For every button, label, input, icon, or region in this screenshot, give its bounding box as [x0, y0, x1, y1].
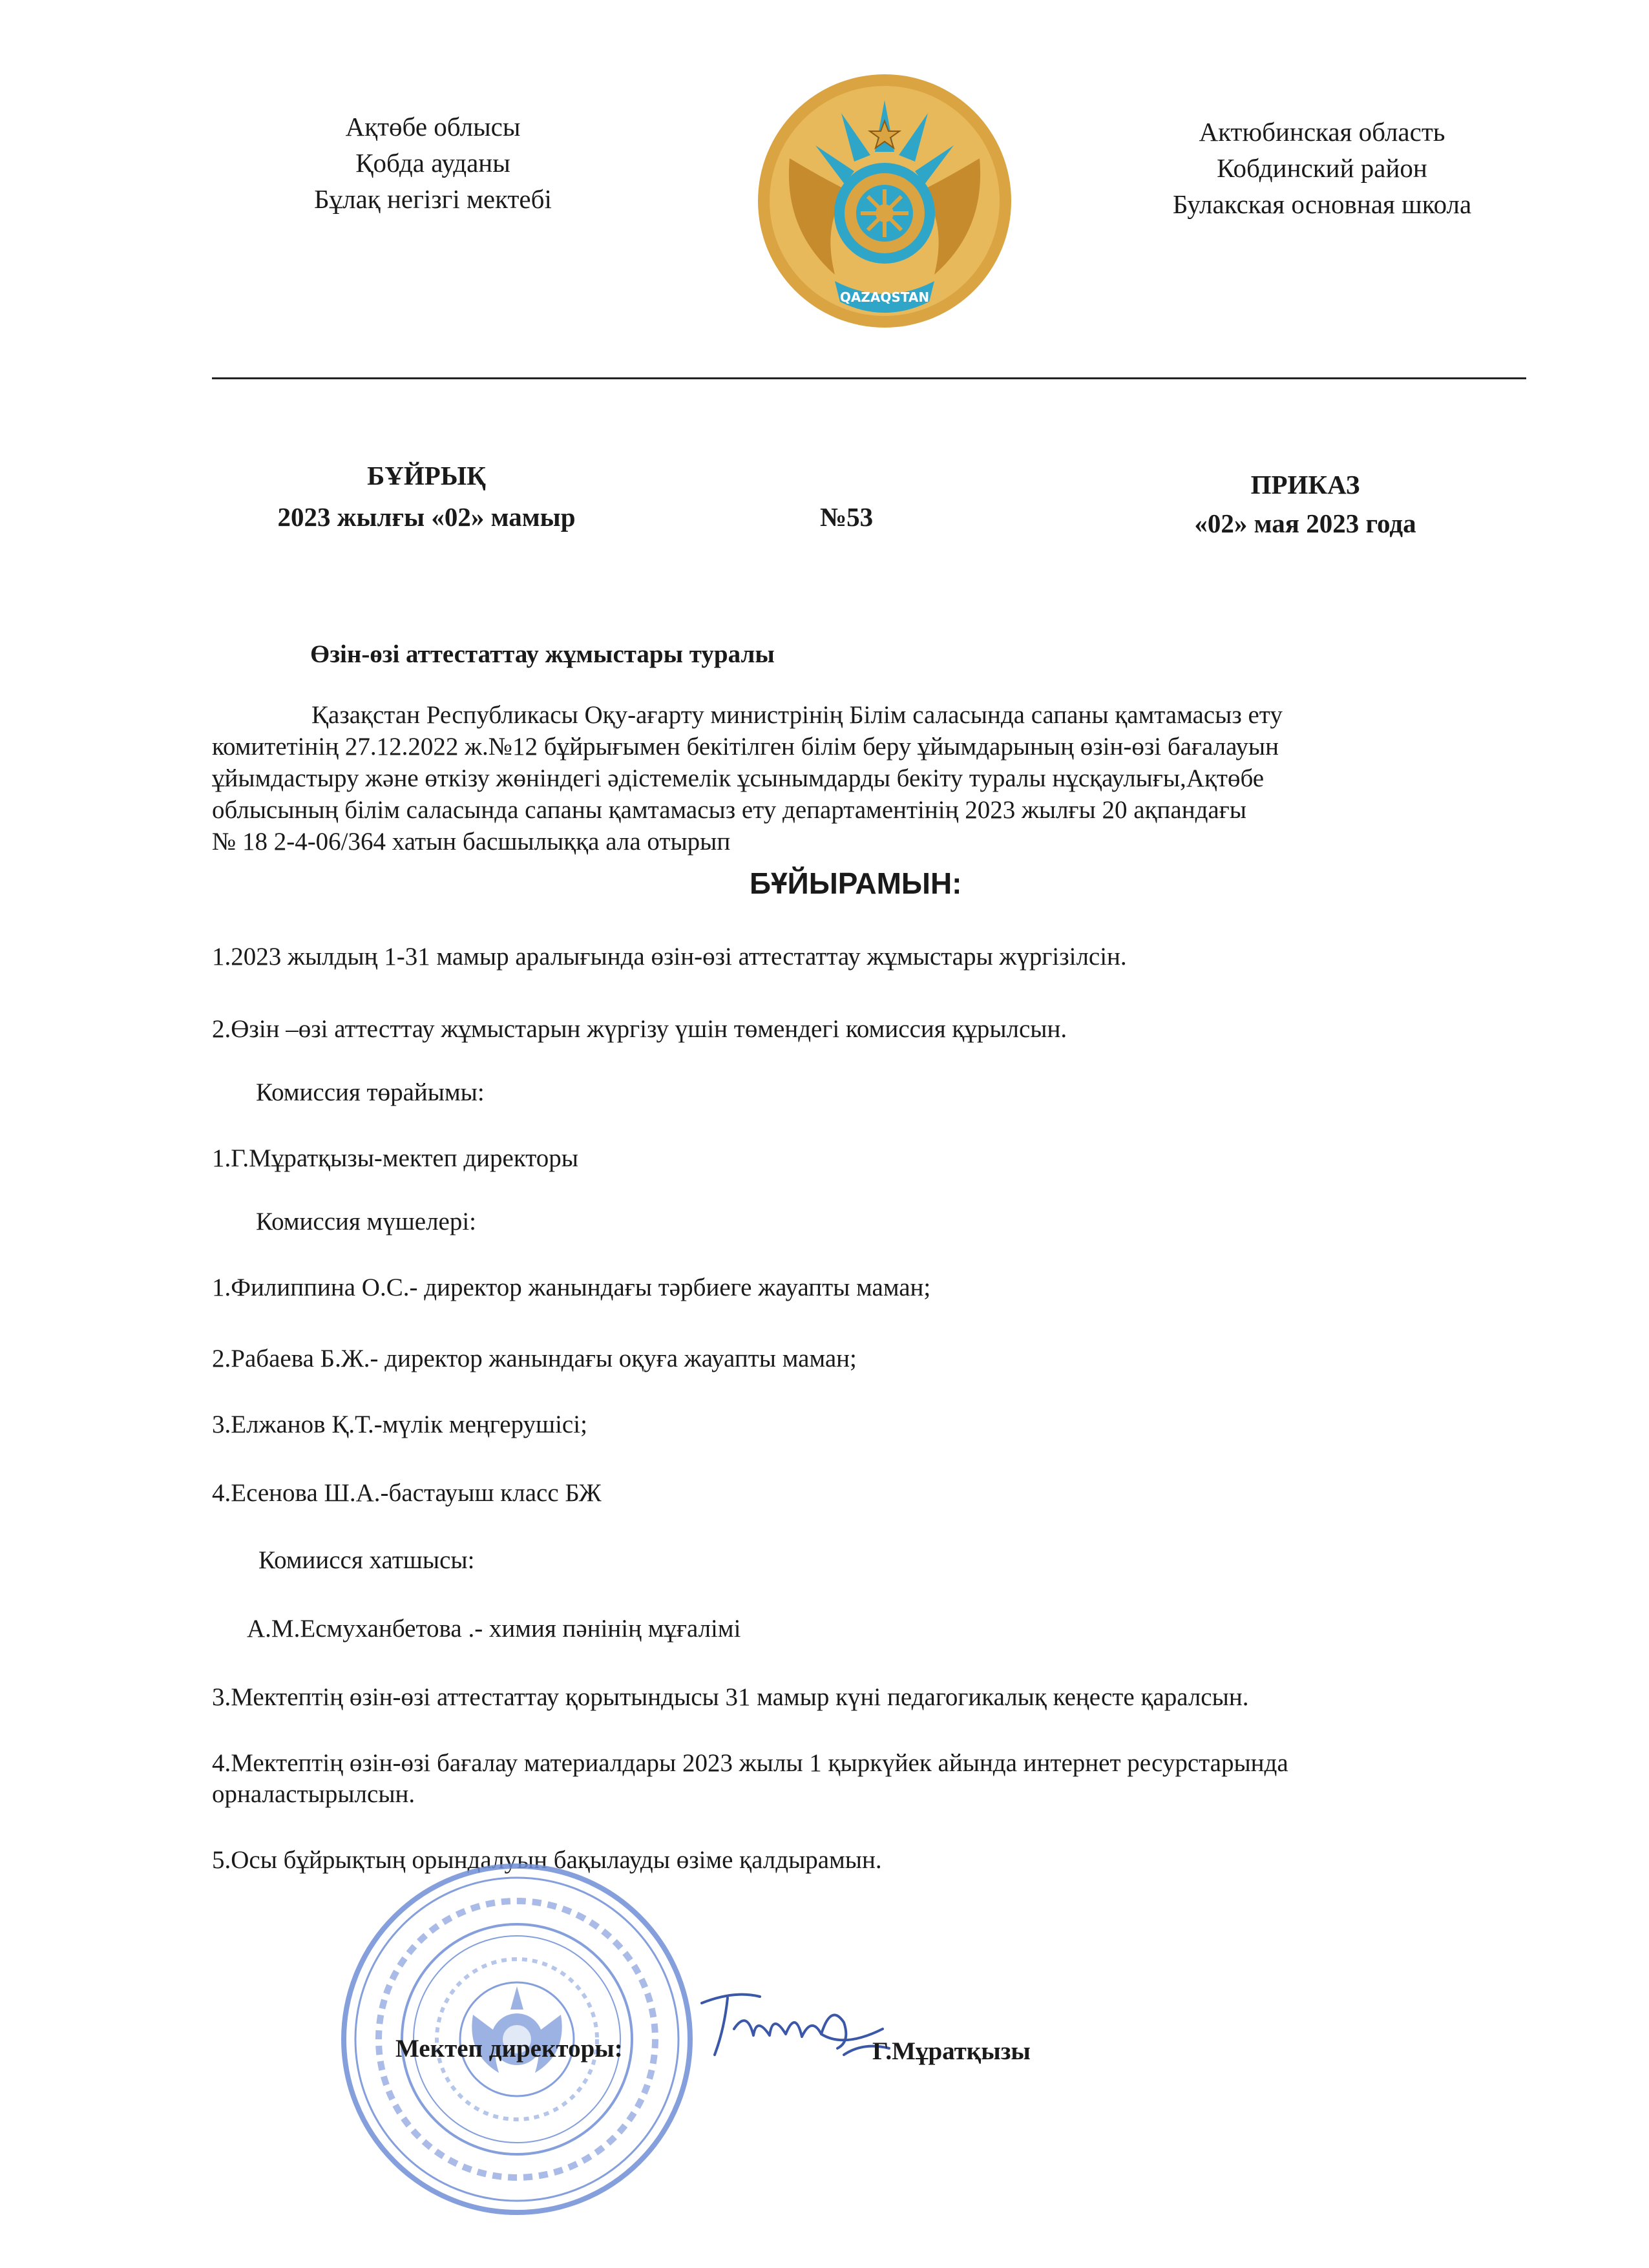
decree-word: БҰЙЫРАМЫН:: [750, 866, 962, 900]
commission-chair-label: Комиссия төрайымы:: [256, 1078, 485, 1106]
header-right: [1141, 114, 1503, 222]
commission-secretary: А.М.Есмуханбетова .- химия пәнінің мұғалімі: [247, 1615, 741, 1643]
preamble-line-3: ұйымдастыру және өткізу жөніндегі әдістемелік ұсынымдарды бекіту туралы нұсқаулығы,Ақтөбе: [212, 764, 1265, 792]
item-4-line-2: орналастырылсын.: [212, 1780, 415, 1808]
order-title-ru: ПРИКАЗ: [1250, 470, 1360, 499]
header-left-region: Ақтөбе облысы: [345, 112, 521, 142]
order-number: №53: [819, 502, 874, 532]
item-3: 3.Мектептің өзін-өзі аттестаттау қорытындысы 31 мамыр күні педагогикалық кеңесте қаралсын.: [212, 1683, 1249, 1711]
header-right-region: Актюбинская область: [1199, 117, 1445, 147]
commission-secretary-label: Комиисся хатшысы:: [258, 1546, 475, 1574]
item-5: 5.Осы бұйрықтың орындалуын бақылауды өзіме қалдырамын.: [212, 1846, 882, 1874]
header-left-district: Қобда ауданы: [355, 148, 510, 178]
signature-position: Мектеп директоры:: [395, 2035, 623, 2063]
item-2: 2.Өзін –өзі аттесттау жұмыстарын жүргізу үшін төмендегі комиссия құрылсын.: [212, 1015, 1067, 1043]
commission-chair: 1.Г.Мұратқызы-мектеп директоры: [212, 1144, 579, 1172]
header-divider: [212, 377, 1526, 379]
emblem-ribbon-text: QAZAQSTAN: [839, 289, 930, 305]
header-left-school: Бұлақ негізгі мектебі: [314, 184, 552, 214]
preamble-line-2: комитетінің 27.12.2022 ж.№12 бұйрығымен бекітілген білім беру ұйымдарының өзін-өзі бағалауын: [212, 733, 1279, 761]
order-date-ru: «02» мая 2023 года: [1194, 509, 1416, 538]
commission-members-label: Комиссия мүшелері:: [256, 1208, 477, 1235]
handwritten-signature-icon: [689, 1984, 896, 2074]
order-title-kz: БҰЙРЫҚ: [367, 461, 486, 490]
preamble-line-1: Қазақстан Республикасы Оқу-ағарту министрінің Білім саласында сапаны қамтамасыз ету: [311, 701, 1283, 729]
signature-name: Г.Мұратқызы: [872, 2037, 1031, 2065]
order-date-kz: 2023 жылғы «02» мамыр: [277, 502, 576, 532]
item-1: 1.2023 жылдың 1-31 мамыр аралығында өзін-өзі аттестаттау жұмыстары жүргізілсін.: [212, 943, 1127, 971]
item-4-line-1: 4.Мектептің өзін-өзі бағалау материалдары 2023 жылы 1 қыркүйек айында интернет ресурстарында: [212, 1749, 1288, 1777]
header-right-district: Кобдинский район: [1217, 153, 1427, 183]
member-4: 4.Есенова Ш.А.-бастауыш класс БЖ: [212, 1479, 602, 1507]
member-3: 3.Елжанов Қ.Т.-мүлік меңгерушісі;: [212, 1411, 587, 1438]
member-1: 1.Филиппина О.С.- директор жанындағы тәрбиеге жауапты маман;: [212, 1274, 931, 1301]
preamble-line-5: № 18 2-4-06/364 хатын басшылыққа ала отырып: [212, 828, 731, 856]
header-right-school: Булакская основная школа: [1172, 189, 1472, 219]
preamble-line-4: облысының білім саласында сапаны қамтамасыз ету департаментінің 2023 жылғы 20 ақпандағы: [212, 796, 1246, 824]
order-subject: Өзін-өзі аттестаттау жұмыстары туралы: [310, 640, 775, 668]
header-left: [284, 109, 582, 217]
member-2: 2.Рабаева Б.Ж.- директор жанындағы оқуға жауапты маман;: [212, 1345, 857, 1372]
state-emblem-icon: [757, 61, 1012, 341]
